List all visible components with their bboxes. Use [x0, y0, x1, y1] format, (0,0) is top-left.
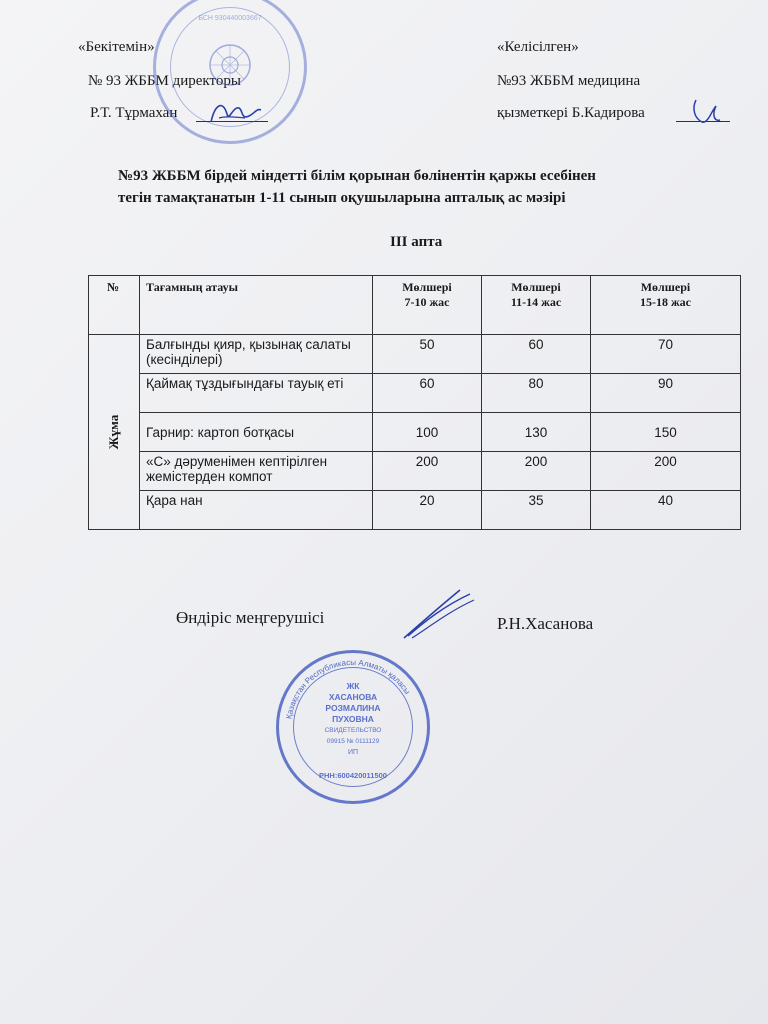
stamp-line: ПУХОВНА: [332, 714, 374, 724]
table-row: [89, 491, 741, 530]
table-row: [89, 374, 741, 413]
header-dish-name: Тағамның атауы: [140, 276, 373, 335]
table-row: [89, 452, 741, 491]
header-age-11-14-label: Мөлшері: [511, 280, 561, 294]
emblem-icon: [202, 37, 258, 93]
school-stamp: [153, 0, 307, 144]
dish-name: «С» дәруменімен кептірілген жемістерден компот: [140, 452, 373, 491]
day-cell: [89, 335, 140, 530]
approve-name: Р.Т. Тұрмахан: [90, 105, 178, 121]
day-label: Жұма: [106, 414, 121, 450]
dish-name: Қара нан: [140, 491, 373, 530]
production-head-role: Өндіріс меңгерушісі: [176, 608, 325, 627]
production-head-name: Р.Н.Хасанова: [497, 614, 594, 633]
table-row: [89, 413, 741, 452]
stamp-line: ИП: [347, 749, 359, 756]
stamp-line: ХАСАНОВА: [328, 692, 378, 702]
portion-15-18: 200: [591, 452, 741, 491]
header-age-7-10-label: Мөлшері: [402, 280, 452, 294]
portion-15-18: 90: [591, 374, 741, 413]
header-age-15-18-label: Мөлшері: [640, 280, 691, 294]
portion-7-10: 20: [373, 491, 482, 530]
menu-title-line2: тегін тамақтанатын 1-11 сынып оқушыларына апталық ас мәзірі: [118, 190, 566, 206]
dish-name: Гарнир: картоп ботқасы: [140, 413, 373, 452]
header-age-11-14: [482, 276, 591, 335]
agree-position: №93 ЖББМ медицина: [497, 73, 641, 89]
stamp-ring-label: Қазақстан Республикасы Алматы қаласы: [284, 657, 412, 720]
dish-name: Қаймақ тұздығындағы тауық еті: [140, 374, 373, 413]
medic-signature: [686, 96, 726, 130]
approve-label: «Бекітемін»: [78, 39, 155, 55]
school-stamp-bin: БСН 930440003667: [198, 15, 262, 22]
menu-table: [88, 275, 741, 530]
header-age-7-10-range: 7-10 жас: [404, 295, 450, 309]
portion-11-14: 200: [482, 452, 591, 491]
dish-name: Балғынды қияр, қызынақ салаты (кесінділері): [140, 335, 373, 374]
portion-7-10: 50: [373, 335, 482, 374]
header-number: №: [89, 276, 140, 335]
stamp-line: ЖК: [346, 681, 360, 691]
header-age-15-18-range: 15-18 жас: [639, 295, 692, 309]
portion-11-14: 35: [482, 491, 591, 530]
stamp-line: РОЗМАЛИНА: [325, 703, 381, 713]
header-age-15-18: [591, 276, 741, 335]
portion-7-10: 100: [373, 413, 482, 452]
production-head-signature: [398, 584, 480, 644]
header-age-11-14-range: 11-14 жас: [510, 295, 562, 309]
portion-15-18: 40: [591, 491, 741, 530]
table-header-row: [89, 276, 741, 335]
portion-7-10: 200: [373, 452, 482, 491]
agree-name: қызметкері Б.Кадирова: [497, 105, 645, 121]
stamp-center: [309, 681, 397, 758]
portion-15-18: 70: [591, 335, 741, 374]
table-row: [89, 335, 741, 374]
entrepreneur-stamp: [276, 650, 430, 804]
stamp-line: СВИДЕТЕЛЬСТВО: [324, 727, 382, 734]
menu-title-line1: №93 ЖББМ бірдей міндетті білім қорынан бөлінентін қаржы есебінен: [118, 168, 596, 184]
portion-11-14: 60: [482, 335, 591, 374]
portion-11-14: 80: [482, 374, 591, 413]
agree-label: «Келісілген»: [497, 39, 579, 55]
portion-15-18: 150: [591, 413, 741, 452]
portion-11-14: 130: [482, 413, 591, 452]
week-label: ІІІ апта: [390, 234, 443, 250]
approve-position: № 93 ЖББМ директоры: [88, 73, 241, 89]
header-age-7-10: [373, 276, 482, 335]
stamp-rnn: РНН:600420011500: [319, 771, 387, 780]
portion-7-10: 60: [373, 374, 482, 413]
stamp-line: 09915 № 0111129: [326, 738, 380, 745]
